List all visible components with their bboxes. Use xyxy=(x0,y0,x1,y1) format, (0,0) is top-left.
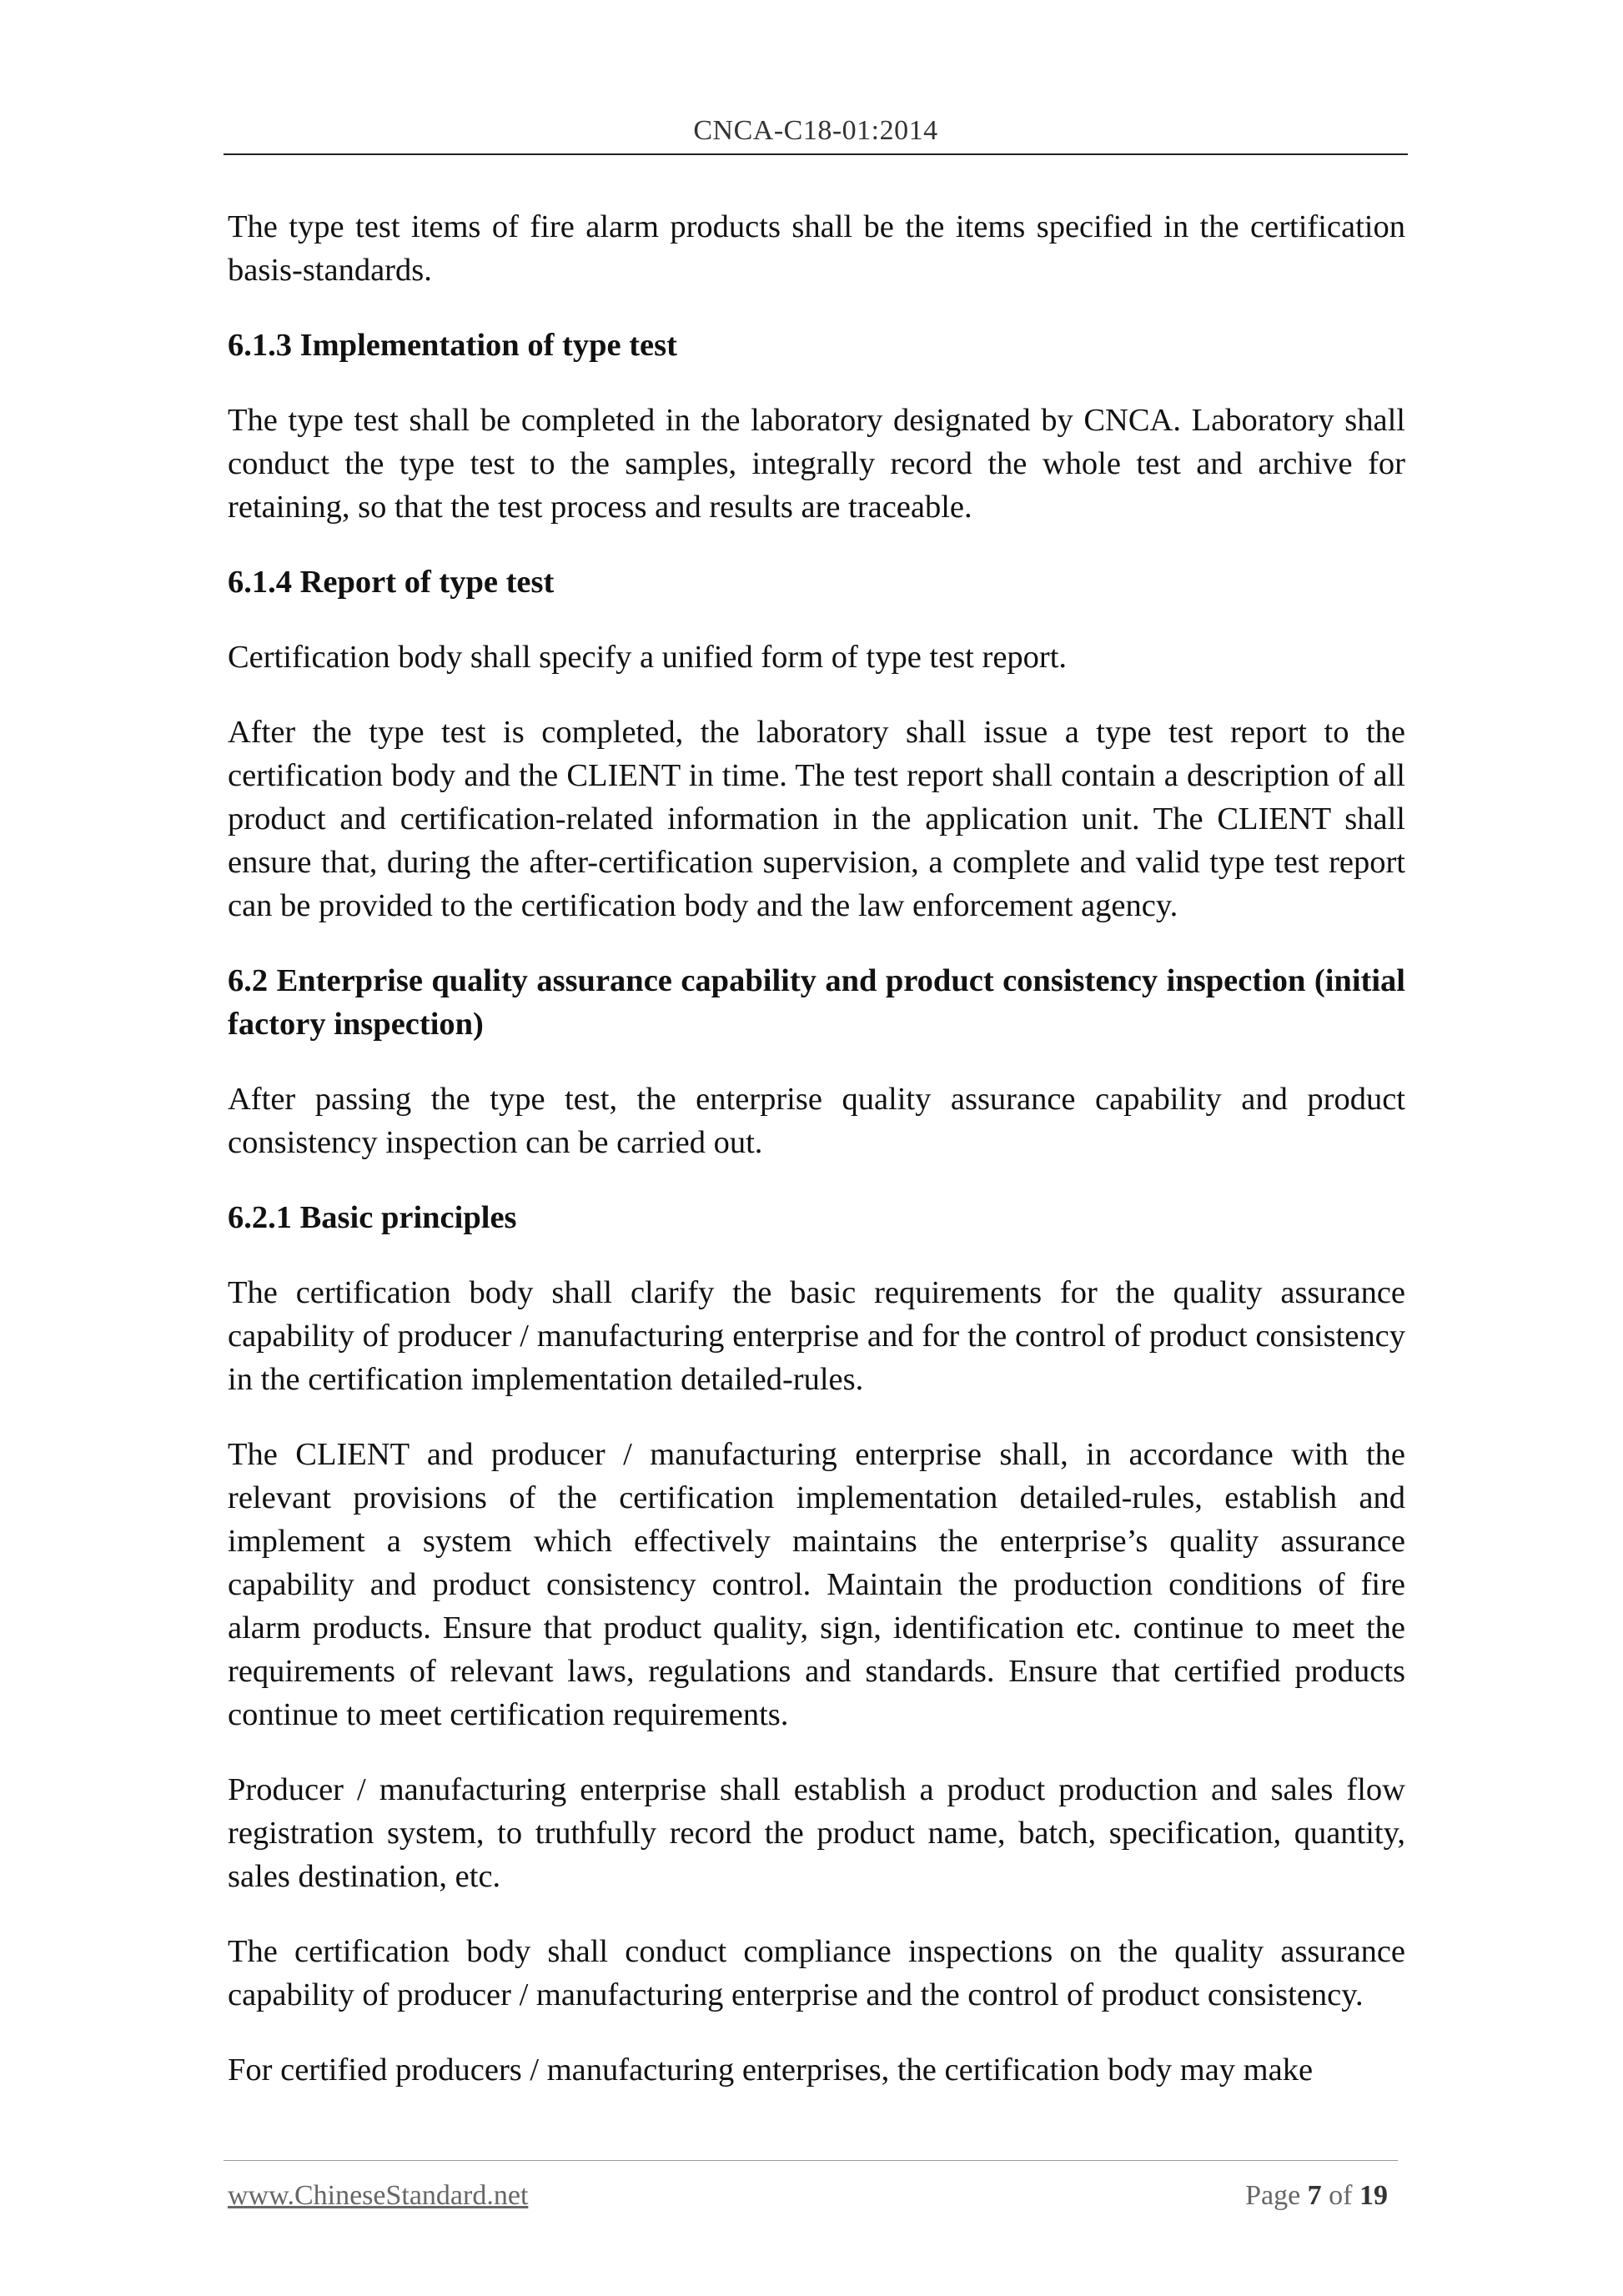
body-paragraph: After passing the type test, the enterprise quality assurance capability and product consistency inspection can be carried out. xyxy=(228,1082,1405,1160)
page-label: Page xyxy=(1245,2180,1301,2211)
page-current: 7 xyxy=(1307,2180,1322,2211)
body-paragraph: The type test shall be completed in the laboratory designated by CNCA. Laboratory shall conduct the type test to the samples, integrally record the whole test and archive for retaining, so that the test process and results are traceable. xyxy=(228,403,1405,525)
body-paragraph: The CLIENT and producer / manufacturing enterprise shall, in accordance with the relevant provisions of the certification implementation detailed-rules, establish and implement a system which effectively maintains the enterprise’s quality assurance capability and product consistency control. Maintain the production conditions of fire alarm products. Ensure that product quality, sign, identification etc. continue to meet the requirements of relevant laws, regulations and standards. Ensure that certified products continue to meet certification requirements. xyxy=(228,1437,1405,1732)
section-heading: 6.2.1 Basic principles xyxy=(228,1200,517,1235)
page-number xyxy=(1245,2180,1388,2212)
website-link[interactable]: www.ChineseStandard.net xyxy=(228,2180,529,2211)
running-header: CNCA-C18-01:2014 xyxy=(693,115,938,146)
section-heading: 6.1.3 Implementation of type test xyxy=(228,328,677,363)
section-heading: 6.1.4 Report of type test xyxy=(228,565,555,600)
page-of-label: of xyxy=(1329,2180,1353,2211)
header-divider xyxy=(224,153,1408,155)
section-heading: 6.2 Enterprise quality assurance capability and product consistency inspection (initial factory inspection) xyxy=(228,963,1405,1042)
body-paragraph: Producer / manufacturing enterprise shall establish a product production and sales flow registration system, to truthfully record the product name, batch, specification, quantity, sales destination, etc. xyxy=(228,1772,1405,1894)
page-total: 19 xyxy=(1359,2180,1388,2211)
body-paragraph: Certification body shall specify a unified form of type test report. xyxy=(228,640,1068,675)
body-paragraph: The certification body shall conduct compliance inspections on the quality assurance capability of producer / manufacturing enterprise and the control of product consistency. xyxy=(228,1934,1405,2012)
footer-divider xyxy=(224,2160,1398,2161)
page-body xyxy=(228,205,1405,2123)
body-paragraph-continued: For certified producers / manufacturing enterprises, the certification body may make xyxy=(228,2052,1314,2088)
body-paragraph: The certification body shall clarify the basic requirements for the quality assurance capability of producer / manufacturing enterprise and for the control of product consistency in the certification implementation detailed-rules. xyxy=(228,1275,1405,1397)
body-paragraph: After the type test is completed, the laboratory shall issue a type test report to the certification body and the CLIENT in time. The test report shall contain a description of all product and certification-related information in the application unit. The CLIENT shall ensure that, during the after-certification supervision, a complete and valid type test report can be provided to the certification body and the law enforcement agency. xyxy=(228,715,1405,923)
body-paragraph: The type test items of fire alarm products shall be the items specified in the certification basis-standards. xyxy=(228,209,1405,288)
